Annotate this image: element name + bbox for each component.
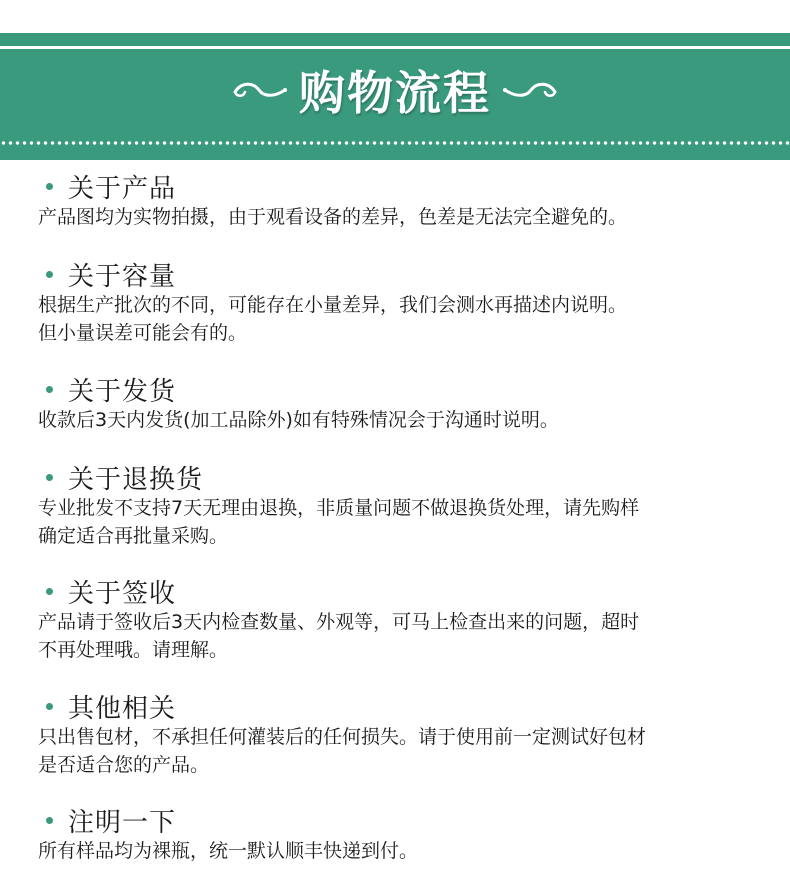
banner (0, 33, 790, 160)
section-body: 产品请于签收后3天内检查数量、外观等，可马上检查出来的问题，超时 不再处理哦。请理解。 (38, 611, 640, 661)
section-receipt (38, 574, 768, 664)
section-head (38, 803, 768, 837)
section-body: 根据生产批次的不同，可能存在小量差异，我们会测水再描述内说明。 但小量误差可能会有的。 (38, 294, 628, 344)
section-head (38, 689, 768, 723)
section-heading: 注明一下 (68, 807, 177, 838)
section-capacity (38, 257, 768, 347)
right-swirl-icon (501, 78, 559, 102)
section-heading: 其他相关 (68, 693, 177, 724)
banner-top-rule (0, 46, 790, 49)
banner-dotted-rule (0, 141, 790, 145)
section-head (38, 372, 768, 406)
section-body: 专业批发不支持7天无理由退换，非质量问题不做退换货处理，请先购样 确定适合再批量采购。 (38, 497, 640, 547)
section-product (38, 169, 768, 231)
bullet-icon (46, 271, 53, 278)
section-other (38, 689, 768, 779)
page-title: 购物流程 (299, 66, 491, 120)
section-heading: 关于发货 (68, 376, 177, 407)
section-heading: 关于签收 (68, 578, 177, 609)
banner-title-wrap (0, 55, 790, 125)
section-head (38, 169, 768, 203)
bullet-icon (46, 386, 53, 393)
section-head (38, 574, 768, 608)
bullet-icon (46, 474, 53, 481)
section-shipping (38, 372, 768, 434)
section-body: 收款后3天内发货(加工品除外)如有特殊情况会于沟通时说明。 (38, 409, 559, 431)
bullet-icon (46, 703, 53, 710)
bullet-icon (46, 183, 53, 190)
section-head (38, 460, 768, 494)
section-heading: 关于退换货 (68, 464, 204, 495)
section-heading: 关于容量 (68, 261, 177, 292)
bullet-icon (46, 588, 53, 595)
section-note (38, 803, 768, 865)
left-swirl-icon (231, 78, 289, 102)
section-body: 产品图均为实物拍摄，由于观看设备的差异，色差是无法完全避免的。 (38, 206, 628, 228)
section-body: 所有样品均为裸瓶，统一默认顺丰快递到付。 (38, 840, 419, 862)
section-body: 只出售包材，不承担任何灌装后的任何损失。请于使用前一定测试好包材 是否适合您的产品。 (38, 726, 647, 776)
bullet-icon (46, 817, 53, 824)
section-head (38, 257, 768, 291)
section-returns (38, 460, 768, 550)
section-heading: 关于产品 (68, 173, 177, 204)
